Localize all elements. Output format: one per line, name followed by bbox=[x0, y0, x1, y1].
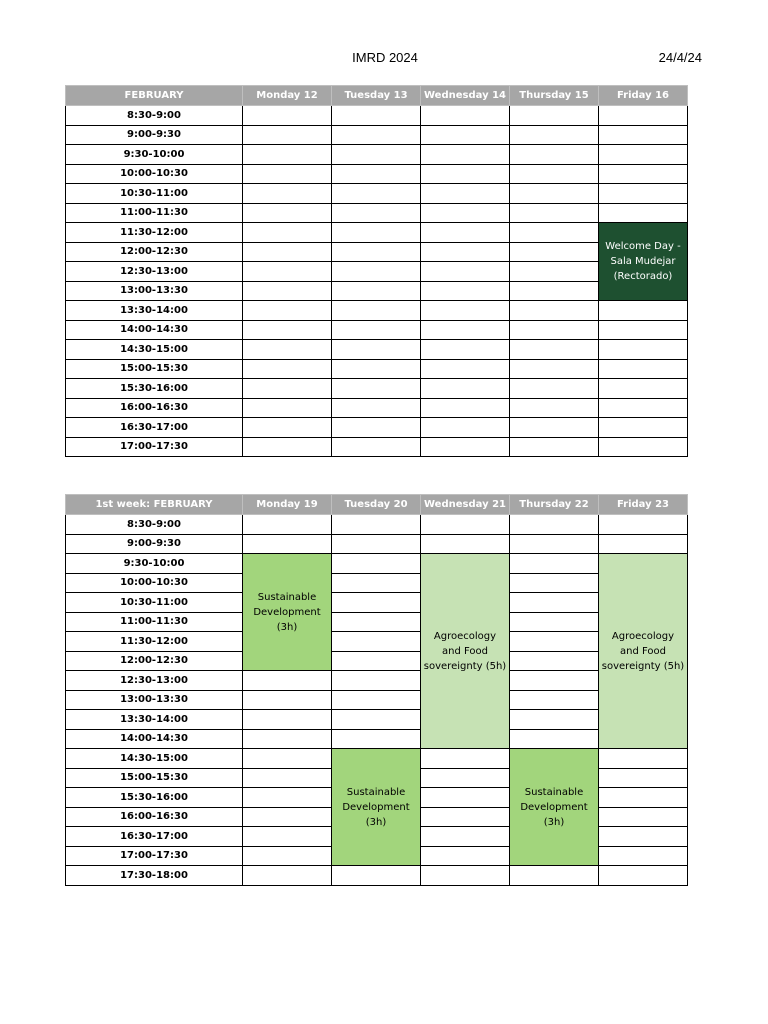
empty-slot bbox=[421, 534, 510, 554]
time-slot: 10:00-10:30 bbox=[66, 164, 243, 184]
empty-slot bbox=[510, 515, 599, 535]
page-date: 24/4/24 bbox=[658, 50, 702, 65]
empty-slot bbox=[332, 164, 421, 184]
empty-slot bbox=[421, 437, 510, 457]
empty-slot bbox=[332, 359, 421, 379]
time-slot: 9:30-10:00 bbox=[66, 145, 243, 165]
empty-slot bbox=[243, 788, 332, 808]
empty-slot bbox=[421, 807, 510, 827]
time-slot: 12:00-12:30 bbox=[66, 242, 243, 262]
empty-slot bbox=[243, 846, 332, 866]
table-row bbox=[66, 437, 688, 457]
empty-slot bbox=[332, 125, 421, 145]
empty-slot bbox=[510, 651, 599, 671]
day-header: Monday 12 bbox=[243, 86, 332, 106]
empty-slot bbox=[599, 203, 688, 223]
time-slot: 12:00-12:30 bbox=[66, 651, 243, 671]
empty-slot bbox=[421, 359, 510, 379]
schedule-table-february-12 bbox=[65, 85, 688, 457]
empty-slot bbox=[510, 164, 599, 184]
empty-slot bbox=[332, 573, 421, 593]
empty-slot bbox=[332, 690, 421, 710]
empty-slot bbox=[332, 593, 421, 613]
empty-slot bbox=[243, 106, 332, 126]
empty-slot bbox=[243, 145, 332, 165]
time-slot: 11:00-11:30 bbox=[66, 612, 243, 632]
empty-slot bbox=[332, 242, 421, 262]
empty-slot bbox=[599, 437, 688, 457]
empty-slot bbox=[510, 671, 599, 691]
empty-slot bbox=[243, 164, 332, 184]
table-row bbox=[66, 145, 688, 165]
time-slot: 8:30-9:00 bbox=[66, 515, 243, 535]
time-slot: 14:00-14:30 bbox=[66, 320, 243, 340]
empty-slot bbox=[243, 827, 332, 847]
empty-slot bbox=[599, 788, 688, 808]
empty-slot bbox=[421, 203, 510, 223]
empty-slot bbox=[421, 515, 510, 535]
empty-slot bbox=[599, 768, 688, 788]
empty-slot bbox=[332, 651, 421, 671]
empty-slot bbox=[332, 729, 421, 749]
time-slot: 9:00-9:30 bbox=[66, 534, 243, 554]
empty-slot bbox=[332, 418, 421, 438]
empty-slot bbox=[243, 281, 332, 301]
empty-slot bbox=[243, 340, 332, 360]
day-header: Wednesday 21 bbox=[421, 495, 510, 515]
time-slot: 13:30-14:00 bbox=[66, 710, 243, 730]
table-row bbox=[66, 106, 688, 126]
empty-slot bbox=[332, 632, 421, 652]
empty-slot bbox=[243, 690, 332, 710]
empty-slot bbox=[243, 534, 332, 554]
empty-slot bbox=[421, 379, 510, 399]
empty-slot bbox=[243, 866, 332, 886]
table-title: 1st week: FEBRUARY bbox=[66, 495, 243, 515]
empty-slot bbox=[421, 223, 510, 243]
page-title: IMRD 2024 bbox=[352, 50, 418, 65]
empty-slot bbox=[332, 437, 421, 457]
time-slot: 13:00-13:30 bbox=[66, 690, 243, 710]
empty-slot bbox=[243, 749, 332, 769]
table-row bbox=[66, 671, 688, 691]
empty-slot bbox=[510, 437, 599, 457]
time-slot: 16:00-16:30 bbox=[66, 398, 243, 418]
empty-slot bbox=[243, 262, 332, 282]
time-slot: 16:30-17:00 bbox=[66, 418, 243, 438]
empty-slot bbox=[510, 242, 599, 262]
empty-slot bbox=[421, 125, 510, 145]
event-block: Welcome Day - Sala Mudejar (Rectorado) bbox=[599, 223, 688, 301]
empty-slot bbox=[510, 710, 599, 730]
table-row bbox=[66, 651, 688, 671]
empty-slot bbox=[421, 145, 510, 165]
table-row bbox=[66, 379, 688, 399]
day-header: Thursday 22 bbox=[510, 495, 599, 515]
empty-slot bbox=[332, 320, 421, 340]
time-slot: 11:30-12:00 bbox=[66, 223, 243, 243]
time-slot: 17:30-18:00 bbox=[66, 866, 243, 886]
empty-slot bbox=[243, 223, 332, 243]
table-row bbox=[66, 729, 688, 749]
empty-slot bbox=[510, 125, 599, 145]
empty-slot bbox=[243, 125, 332, 145]
table-row bbox=[66, 534, 688, 554]
empty-slot bbox=[510, 866, 599, 886]
table-row bbox=[66, 710, 688, 730]
empty-slot bbox=[243, 301, 332, 321]
day-header: Monday 19 bbox=[243, 495, 332, 515]
day-header: Friday 16 bbox=[599, 86, 688, 106]
empty-slot bbox=[510, 554, 599, 574]
empty-slot bbox=[421, 106, 510, 126]
table-row bbox=[66, 164, 688, 184]
time-slot: 9:30-10:00 bbox=[66, 554, 243, 574]
empty-slot bbox=[599, 340, 688, 360]
empty-slot bbox=[599, 164, 688, 184]
empty-slot bbox=[332, 203, 421, 223]
empty-slot bbox=[243, 418, 332, 438]
empty-slot bbox=[421, 418, 510, 438]
empty-slot bbox=[243, 807, 332, 827]
empty-slot bbox=[599, 379, 688, 399]
empty-slot bbox=[510, 573, 599, 593]
table-row bbox=[66, 593, 688, 613]
empty-slot bbox=[332, 710, 421, 730]
empty-slot bbox=[599, 534, 688, 554]
empty-slot bbox=[510, 281, 599, 301]
empty-slot bbox=[421, 340, 510, 360]
empty-slot bbox=[332, 184, 421, 204]
empty-slot bbox=[510, 690, 599, 710]
empty-slot bbox=[510, 106, 599, 126]
empty-slot bbox=[332, 340, 421, 360]
empty-slot bbox=[510, 418, 599, 438]
time-slot: 10:30-11:00 bbox=[66, 593, 243, 613]
empty-slot bbox=[599, 515, 688, 535]
empty-slot bbox=[599, 398, 688, 418]
empty-slot bbox=[243, 437, 332, 457]
empty-slot bbox=[421, 164, 510, 184]
empty-slot bbox=[599, 184, 688, 204]
table-row bbox=[66, 359, 688, 379]
table-row bbox=[66, 242, 688, 262]
table-row bbox=[66, 203, 688, 223]
time-slot: 14:00-14:30 bbox=[66, 729, 243, 749]
empty-slot bbox=[332, 398, 421, 418]
event-block: Agroecology and Food sovereignty (5h) bbox=[599, 554, 688, 749]
event-block: Sustainable Development (3h) bbox=[332, 749, 421, 866]
empty-slot bbox=[332, 515, 421, 535]
time-slot: 13:00-13:30 bbox=[66, 281, 243, 301]
event-block: Sustainable Development (3h) bbox=[510, 749, 599, 866]
empty-slot bbox=[510, 320, 599, 340]
empty-slot bbox=[332, 106, 421, 126]
empty-slot bbox=[510, 632, 599, 652]
empty-slot bbox=[243, 710, 332, 730]
empty-slot bbox=[421, 827, 510, 847]
empty-slot bbox=[332, 145, 421, 165]
empty-slot bbox=[421, 768, 510, 788]
empty-slot bbox=[599, 106, 688, 126]
empty-slot bbox=[510, 340, 599, 360]
time-slot: 8:30-9:00 bbox=[66, 106, 243, 126]
empty-slot bbox=[421, 184, 510, 204]
empty-slot bbox=[599, 846, 688, 866]
empty-slot bbox=[599, 320, 688, 340]
table-row bbox=[66, 125, 688, 145]
empty-slot bbox=[243, 359, 332, 379]
empty-slot bbox=[332, 534, 421, 554]
time-slot: 10:30-11:00 bbox=[66, 184, 243, 204]
time-slot: 17:00-17:30 bbox=[66, 846, 243, 866]
day-header: Tuesday 20 bbox=[332, 495, 421, 515]
table-row bbox=[66, 262, 688, 282]
empty-slot bbox=[510, 145, 599, 165]
empty-slot bbox=[421, 788, 510, 808]
table-row bbox=[66, 223, 688, 243]
empty-slot bbox=[599, 301, 688, 321]
empty-slot bbox=[510, 534, 599, 554]
time-slot: 16:30-17:00 bbox=[66, 827, 243, 847]
empty-slot bbox=[243, 242, 332, 262]
time-slot: 15:30-16:00 bbox=[66, 379, 243, 399]
table-row bbox=[66, 690, 688, 710]
empty-slot bbox=[243, 768, 332, 788]
empty-slot bbox=[421, 398, 510, 418]
empty-slot bbox=[332, 866, 421, 886]
empty-slot bbox=[332, 301, 421, 321]
day-header: Wednesday 14 bbox=[421, 86, 510, 106]
empty-slot bbox=[243, 184, 332, 204]
empty-slot bbox=[510, 398, 599, 418]
table-row bbox=[66, 632, 688, 652]
empty-slot bbox=[421, 320, 510, 340]
empty-slot bbox=[510, 379, 599, 399]
empty-slot bbox=[332, 262, 421, 282]
schedule-table-february-19 bbox=[65, 494, 688, 886]
time-slot: 15:00-15:30 bbox=[66, 768, 243, 788]
time-slot: 15:00-15:30 bbox=[66, 359, 243, 379]
empty-slot bbox=[332, 379, 421, 399]
table-row bbox=[66, 340, 688, 360]
empty-slot bbox=[599, 866, 688, 886]
time-slot: 14:30-15:00 bbox=[66, 340, 243, 360]
empty-slot bbox=[243, 203, 332, 223]
table-row bbox=[66, 418, 688, 438]
empty-slot bbox=[510, 301, 599, 321]
time-slot: 17:00-17:30 bbox=[66, 437, 243, 457]
empty-slot bbox=[243, 320, 332, 340]
header-row bbox=[66, 86, 688, 106]
event-block: Agroecology and Food sovereignty (5h) bbox=[421, 554, 510, 749]
empty-slot bbox=[599, 807, 688, 827]
empty-slot bbox=[421, 866, 510, 886]
empty-slot bbox=[421, 262, 510, 282]
empty-slot bbox=[332, 281, 421, 301]
table-row bbox=[66, 612, 688, 632]
time-slot: 15:30-16:00 bbox=[66, 788, 243, 808]
empty-slot bbox=[421, 242, 510, 262]
empty-slot bbox=[599, 359, 688, 379]
time-slot: 12:30-13:00 bbox=[66, 262, 243, 282]
empty-slot bbox=[510, 593, 599, 613]
time-slot: 14:30-15:00 bbox=[66, 749, 243, 769]
time-slot: 11:00-11:30 bbox=[66, 203, 243, 223]
day-header: Tuesday 13 bbox=[332, 86, 421, 106]
empty-slot bbox=[332, 554, 421, 574]
time-slot: 13:30-14:00 bbox=[66, 301, 243, 321]
empty-slot bbox=[332, 223, 421, 243]
table-row bbox=[66, 554, 688, 574]
empty-slot bbox=[421, 749, 510, 769]
empty-slot bbox=[243, 398, 332, 418]
time-slot: 12:30-13:00 bbox=[66, 671, 243, 691]
empty-slot bbox=[599, 749, 688, 769]
table-row bbox=[66, 184, 688, 204]
time-slot: 16:00-16:30 bbox=[66, 807, 243, 827]
time-slot: 9:00-9:30 bbox=[66, 125, 243, 145]
table-row bbox=[66, 749, 688, 769]
event-block: Sustainable Development (3h) bbox=[243, 554, 332, 671]
empty-slot bbox=[421, 846, 510, 866]
time-slot: 11:30-12:00 bbox=[66, 632, 243, 652]
day-header: Thursday 15 bbox=[510, 86, 599, 106]
empty-slot bbox=[243, 515, 332, 535]
table-row bbox=[66, 281, 688, 301]
table-row bbox=[66, 398, 688, 418]
empty-slot bbox=[243, 379, 332, 399]
empty-slot bbox=[243, 671, 332, 691]
empty-slot bbox=[599, 418, 688, 438]
empty-slot bbox=[332, 671, 421, 691]
empty-slot bbox=[243, 729, 332, 749]
table-row bbox=[66, 515, 688, 535]
empty-slot bbox=[510, 262, 599, 282]
empty-slot bbox=[599, 827, 688, 847]
empty-slot bbox=[510, 223, 599, 243]
empty-slot bbox=[599, 125, 688, 145]
empty-slot bbox=[510, 203, 599, 223]
time-slot: 10:00-10:30 bbox=[66, 573, 243, 593]
table-row bbox=[66, 320, 688, 340]
empty-slot bbox=[510, 729, 599, 749]
table-row bbox=[66, 301, 688, 321]
day-header: Friday 23 bbox=[599, 495, 688, 515]
table-row bbox=[66, 866, 688, 886]
table-row bbox=[66, 573, 688, 593]
table-title: FEBRUARY bbox=[66, 86, 243, 106]
empty-slot bbox=[510, 359, 599, 379]
empty-slot bbox=[421, 281, 510, 301]
empty-slot bbox=[332, 612, 421, 632]
empty-slot bbox=[421, 301, 510, 321]
empty-slot bbox=[510, 612, 599, 632]
header-row bbox=[66, 495, 688, 515]
empty-slot bbox=[510, 184, 599, 204]
empty-slot bbox=[599, 145, 688, 165]
